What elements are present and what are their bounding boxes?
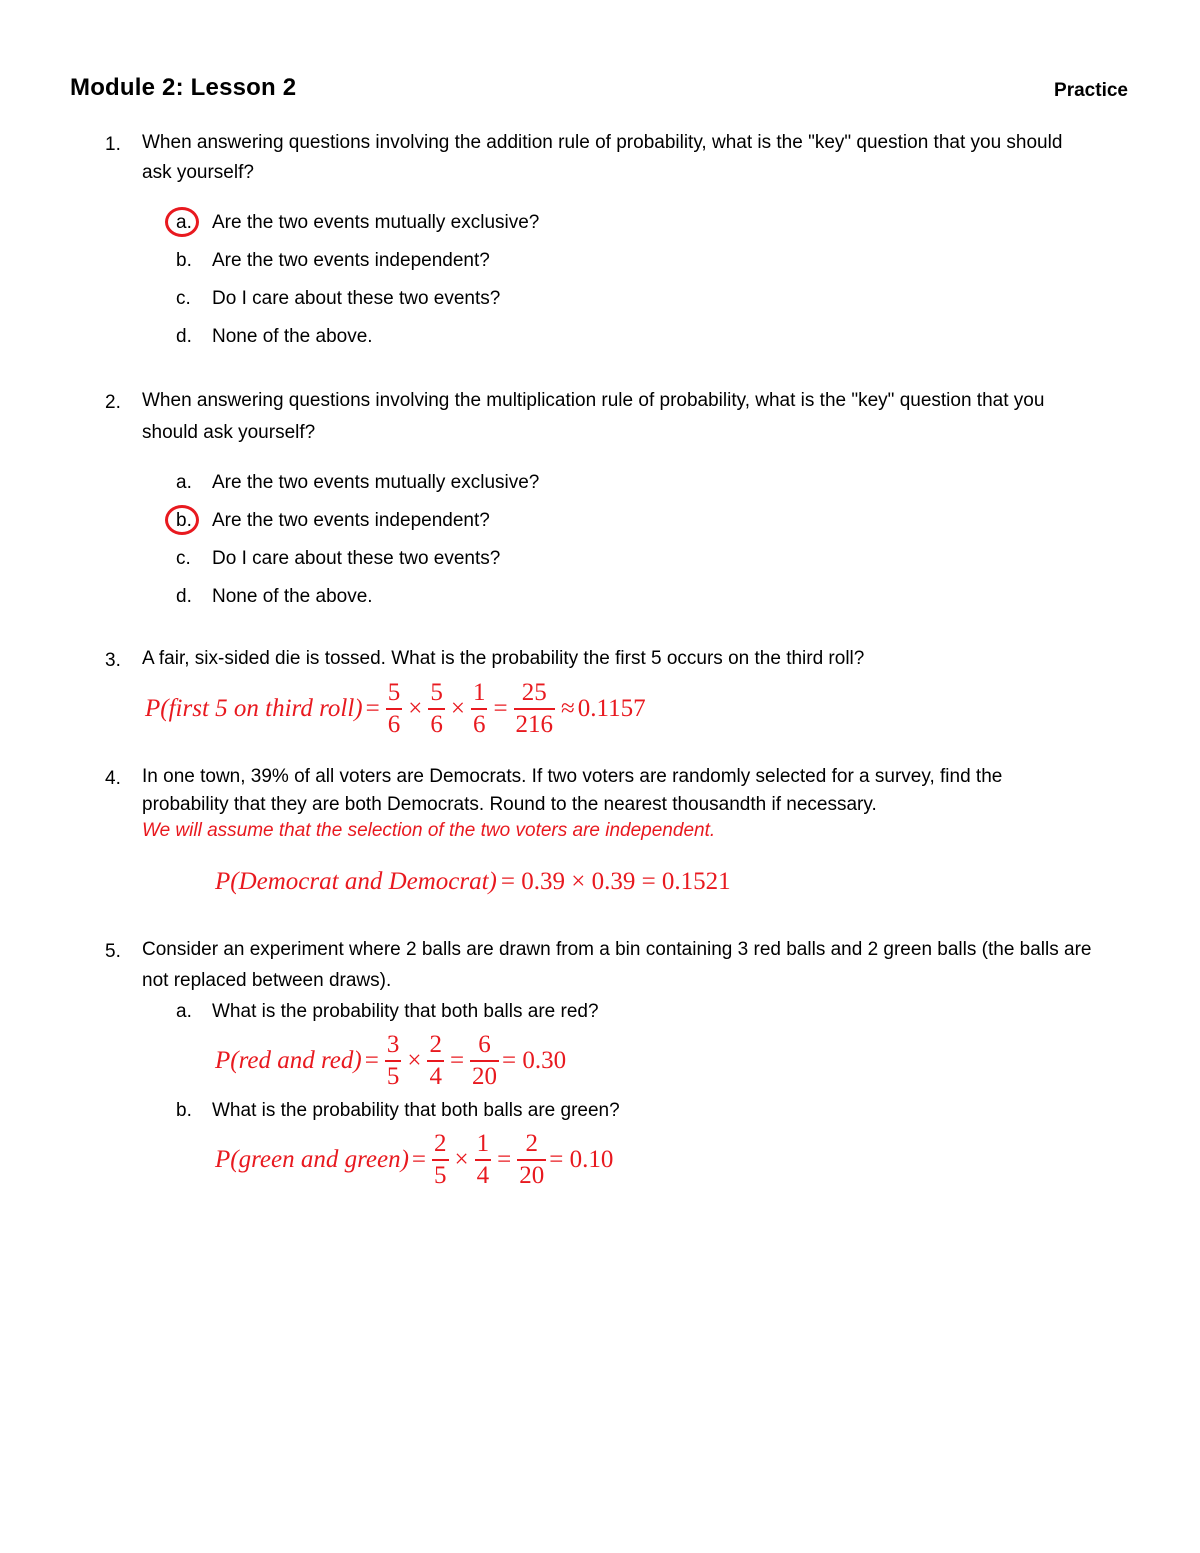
q3-eq-lhs: P(first 5 on third roll): [145, 694, 363, 722]
q2-text-line2: should ask yourself?: [142, 422, 316, 443]
q4-text-line1: In one town, 39% of all voters are Democrats. If two voters are randomly selected for a survey, find the: [142, 766, 1003, 787]
q1-option-a-text: Are the two events mutually exclusive?: [212, 212, 540, 233]
q5b-equation: [215, 1129, 613, 1191]
q2-option-c-text: Do I care about these two events?: [212, 548, 501, 569]
q1-text-line1: When answering questions involving the addition rule of probability, what is the "key" question that you should: [142, 132, 1063, 153]
q3-frac-1: [386, 678, 403, 740]
q4-text-line2: probability that they are both Democrats. Round to the nearest thousandth if necessary.: [142, 794, 877, 815]
q1-text-line2: ask yourself?: [142, 162, 254, 183]
q5b-frac-2-den: 4: [476, 1161, 490, 1189]
q2-option-b-letter: b.: [176, 510, 192, 531]
q5-text-line1: Consider an experiment where 2 balls are drawn from a bin containing 3 red balls and 2 green balls (the balls are: [142, 939, 1092, 960]
q4-eq-lhs: P(Democrat and Democrat): [215, 868, 497, 895]
page-label: Practice: [1054, 80, 1128, 101]
q4-equation: [215, 868, 731, 896]
q5a-eq-rhs: = 0.30: [502, 1046, 567, 1074]
q3-equation: [145, 678, 646, 740]
q4-number: 4.: [105, 768, 121, 789]
q4-assumption-note: We will assume that the selection of the two voters are independent.: [142, 820, 716, 841]
q4-eq-rhs: = 0.39 × 0.39 = 0.1521: [500, 868, 731, 895]
q5b-eq-equals-2: =: [497, 1145, 512, 1173]
q3-frac-4: [514, 678, 556, 740]
q5b-eq-times: ×: [454, 1145, 469, 1173]
q5a-frac-2: [427, 1030, 444, 1092]
q5a-frac-1: [385, 1030, 402, 1092]
q5a-equation: [215, 1030, 566, 1092]
q3-eq-approx: ≈: [561, 694, 575, 722]
q3-frac-1-den: 6: [387, 710, 401, 738]
q3-frac-2-den: 6: [430, 710, 443, 738]
q5a-eq-times: ×: [407, 1046, 422, 1074]
q3-frac-4-den: 216: [515, 710, 554, 738]
q3-frac-2-num: 5: [430, 679, 443, 706]
q5a-frac-3: [470, 1030, 499, 1092]
q3-eq-equals: =: [365, 694, 380, 722]
q1-number: 1.: [105, 134, 121, 155]
q3-frac-4-num: 25: [521, 679, 547, 706]
q5-text-line2: not replaced between draws).: [142, 970, 392, 991]
q5b-eq-lhs: P(green and green): [215, 1145, 409, 1173]
q1-option-c-text: Do I care about these two events?: [212, 288, 501, 309]
q2-option-b-text: Are the two events independent?: [212, 510, 490, 531]
q1-option-d-letter: d.: [176, 326, 192, 347]
q5a-frac-2-den: 4: [429, 1062, 442, 1090]
q5a-frac-3-num: 6: [478, 1031, 491, 1058]
q2-option-a-text: Are the two events mutually exclusive?: [212, 472, 540, 493]
q5b-text: What is the probability that both balls are green?: [212, 1100, 620, 1121]
q5b-frac-2: [475, 1129, 492, 1191]
q5b-frac-3: [517, 1129, 546, 1191]
q2-option-a-letter: a.: [176, 472, 192, 493]
q5b-letter: b.: [176, 1100, 192, 1121]
q5a-frac-2-num: 2: [429, 1031, 442, 1058]
q5b-frac-3-num: 2: [525, 1130, 538, 1157]
q1-option-c-letter: c.: [176, 288, 191, 309]
q2-option-d-letter: d.: [176, 586, 192, 607]
q5a-text: What is the probability that both balls are red?: [212, 1001, 599, 1022]
q5a-frac-3-den: 20: [472, 1062, 498, 1090]
q5b-eq-equals: =: [411, 1145, 427, 1173]
q5b-frac-1: [432, 1129, 449, 1191]
q5a-letter: a.: [176, 1001, 192, 1022]
q2-option-d-text: None of the above.: [212, 586, 373, 607]
q2-number: 2.: [105, 392, 121, 413]
q3-frac-3-den: 6: [472, 710, 486, 738]
q5a-frac-1-num: 3: [386, 1031, 400, 1058]
q5-number: 5.: [105, 941, 121, 962]
q3-eq-times-2: ×: [450, 694, 465, 722]
q1-option-d-text: None of the above.: [212, 326, 373, 347]
q2-text-line1: When answering questions involving the multiplication rule of probability, what is the "key" question that you: [142, 390, 1045, 411]
q3-frac-1-num: 5: [387, 679, 401, 706]
q5a-eq-equals: =: [364, 1046, 379, 1074]
q3-frac-2: [428, 678, 445, 740]
q3-text-line1: A fair, six-sided die is tossed. What is the probability the first 5 occurs on the third roll?: [142, 648, 865, 669]
q3-eq-equals-2: =: [493, 694, 508, 722]
q1-option-b-letter: b.: [176, 250, 192, 271]
q3-frac-3-num: 1: [472, 679, 486, 706]
q5b-frac-2-num: 1: [476, 1130, 490, 1157]
q2-option-c-letter: c.: [176, 548, 191, 569]
q5b-eq-rhs: = 0.10: [549, 1145, 614, 1173]
q3-eq-result: 0.1157: [577, 694, 646, 722]
q5a-frac-1-den: 5: [386, 1062, 400, 1090]
q5b-frac-1-den: 5: [434, 1161, 447, 1189]
q1-option-b-text: Are the two events independent?: [212, 250, 490, 271]
q5b-frac-3-den: 20: [519, 1161, 545, 1189]
q5a-eq-equals-2: =: [449, 1046, 465, 1074]
q3-frac-3: [471, 678, 488, 740]
q3-number: 3.: [105, 650, 121, 671]
q5b-frac-1-num: 2: [434, 1130, 447, 1157]
q1-option-a-letter: a.: [176, 212, 192, 233]
page-title: Module 2: Lesson 2: [70, 74, 297, 101]
q3-eq-times-1: ×: [408, 694, 423, 722]
q5a-eq-lhs: P(red and red): [215, 1046, 362, 1074]
